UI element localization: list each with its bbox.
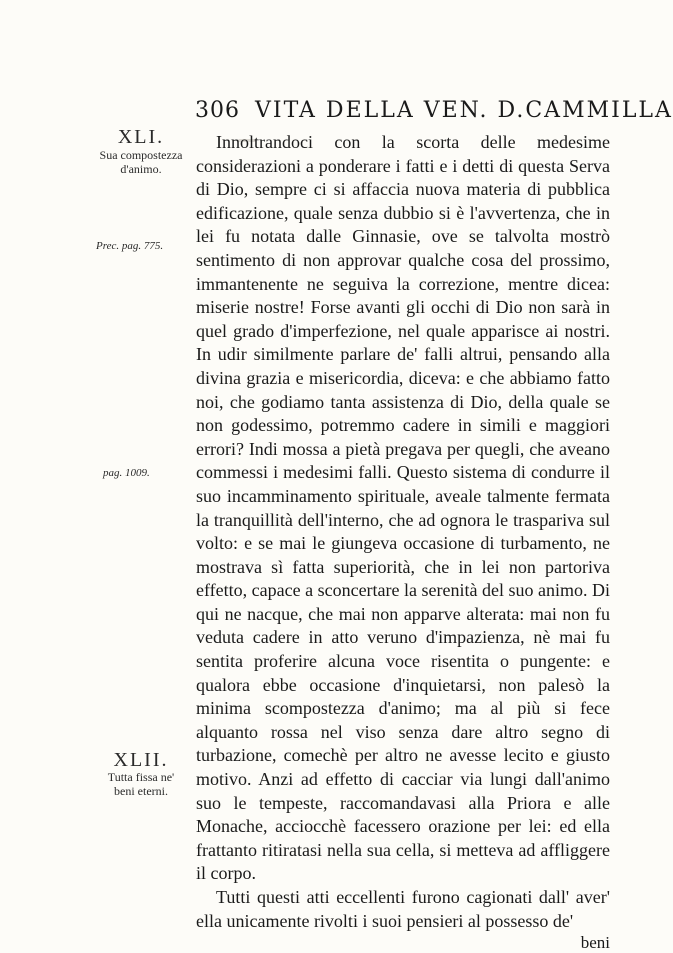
catchword: beni [580, 933, 610, 953]
section-number-xlii: XLII. [113, 749, 169, 771]
section-number-xli: XLI. [117, 126, 165, 148]
main-text-block [196, 131, 610, 953]
section-summary-xli: Sua compostezza d'animo. [99, 148, 183, 176]
paragraph-2: Tutti questi atti eccellenti furono cagionati dall' aver' ella unicamente rivolti i suoi pensieri al possesso de' [196, 887, 610, 931]
page-header [195, 98, 673, 128]
section-summary-xlii: Tutta fissa ne' beni eterni. [107, 770, 175, 798]
page-number: 306 [195, 98, 240, 123]
cross-reference-775: Prec. pag. 775. [96, 240, 164, 252]
paragraph-1: Innoltrandoci con la scorta delle medesime considerazioni a ponderare i fatti e i detti di questa Serva di Dio, sempre ci si affaccia nuova materia di pubblica edificazione, quale senza dubbio si è l'avvertenza, che in lei fu notata dalle Ginnasie, ove se talvolta mostrò sentimento di non approvar qualche cosa del prossimo, immantenente ne seguiva la correzione, mentre dicea: miserie nostre! Forse avanti gli occhi di Dio non sarà in quel grado d'imperfezione, nel quale apparisce ai nostri. In udir similmente parlare de' falli altrui, pensando alla divina grazia e misericordia, diceva: e che abbiamo fatto noi, che godiamo tanta assistenza di Dio, della quale se non godessimo, potremmo cadere in simili e maggiori errori? Indi mossa a pietà pregava per quegli, che aveano commessi i medesimi falli. Questo sistema di condurre il suo incamminamento spirituale, aveale talmente fermata la tranquillità dell'interno, che ad ognora le traspariva sul volto: e se mai le giungeva occasione di turbamento, ne mostrava sì fatta superiorità, che in lei non partoriva effetto, capace a sconcertare la serenità del suo animo. Di qui ne nacque, che mai non apparve alterata: mai non fu veduta cadere in atto veruno d'impazienza, nè mai fu sentita proferire alcuna voce risentita o pungente: e qualora ebbe occasione d'inquietarsi, non palesò la minima scompostezza d'animo; ma al più si fece alquanto rossa nel viso senza dare altro segno di turbazione, comechè per altro ne avesse lecito e giusto motivo. Anzi ad effetto di cacciar via lungi dall'animo suo le tempeste, raccomandavasi alla Priora e alle Monache, acciocchè facessero orazione per lei: ed ella frattanto ritiratasi nella sua cella, si metteva ad affliggere il corpo. [196, 132, 610, 884]
running-title: VITA DELLA VEN. D.CAMMILLA [255, 98, 673, 123]
cross-reference-1009: pag. 1009. [103, 467, 150, 479]
